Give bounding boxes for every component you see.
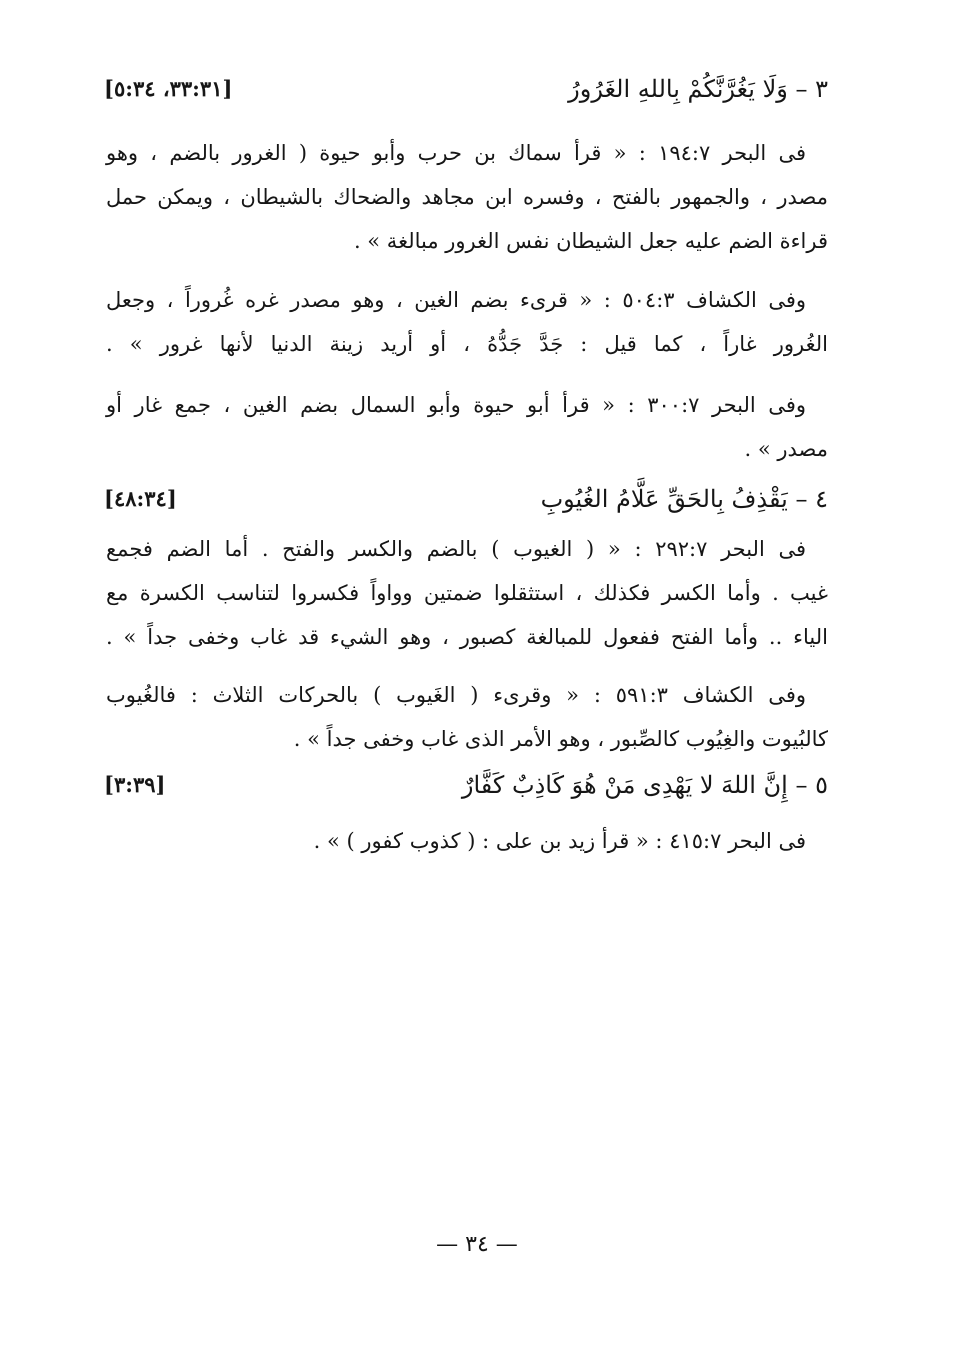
verse-heading-4: ٤ – يَقْذِفُ بِالحَقِّ عَلَّامُ الغُيُوبِ [540,485,828,513]
page-number: — ٣٤ — [436,1232,518,1257]
paragraph-line: غيب . وأما الكسر فكذلك ، استثقلوا ضمتين وواواً فكسروا لتناسب الكسرة مع [106,581,828,605]
paragraph-line: قراءة الضم عليه جعل الشيطان نفس الغرور مبالغة » . [353,229,828,253]
verse-reference-4: [٤٨:٣٤] [104,486,177,511]
paragraph-line: الغُرور غاراً ، كما قيل : جَدَّ جَدُّهُ ، أو أريد زينة الدنيا لأنها غرور » . [106,332,828,356]
paragraph-line: كالبُيوت والغِيُوب كالصِّبور ، وهو الأمر الذى غاب وخفى جداً » . [293,727,828,751]
paragraph-line: مصدر » . [744,437,828,461]
verse-heading-5: ٥ – إِنَّ اللهَ لا يَهْدِى مَنْ هُوَ كَاذِبٌ كَفَّارٌ [461,771,828,799]
paragraph-line: فى البحر ١٩٤:٧ : « قرأ سماك بن حرب وأبو حيوة ( الغرور بالضم ، وهو [106,141,806,165]
paragraph-line: فى البحر ٢٩٢:٧ : « ( الغيوب ) بالضم والكسر والفتح . أما الضم فجمع [106,537,807,561]
paragraph-line: فى البحر ٤١٥:٧ : « قرأ زيد بن على : ( كذوب كفور ) » . [313,829,806,853]
paragraph-line: مصدر ، والجمهور بالفتح ، وفسره ابن مجاهد والضحاك بالشيطان ، ويمكن حمل [106,185,828,209]
paragraph-line: وفى البحر ٣٠٠:٧ : « قرأ أبو حيوة وأبو السمال بضم الغين ، جمع غار أو [106,393,806,417]
paragraph-line: وفى الكشاف ٥٠٤:٣ : « قرىء بضم الغين ، وهو مصدر غره غُروراً ، وجعل [106,288,806,312]
verse-heading-3: ٣ – وَلَا يَغُرَّنَّكُمْ بِاللهِ الغَرُورُ [568,75,828,103]
paragraph-line: الياء .. وأما الفتح ففعول للمبالغة كصبور ، وهو الشيء قد غاب وخفى جداً » . [106,625,828,649]
verse-reference-3: [٣٣:٣١، ٥:٣٤] [104,76,233,101]
paragraph-line: وفى الكشاف ٥٩١:٣ : « وقرىء ( الغَيوب ) بالحركات الثلاث : فالغُيوب [106,683,806,707]
verse-reference-5: [٣:٣٩] [104,772,166,797]
